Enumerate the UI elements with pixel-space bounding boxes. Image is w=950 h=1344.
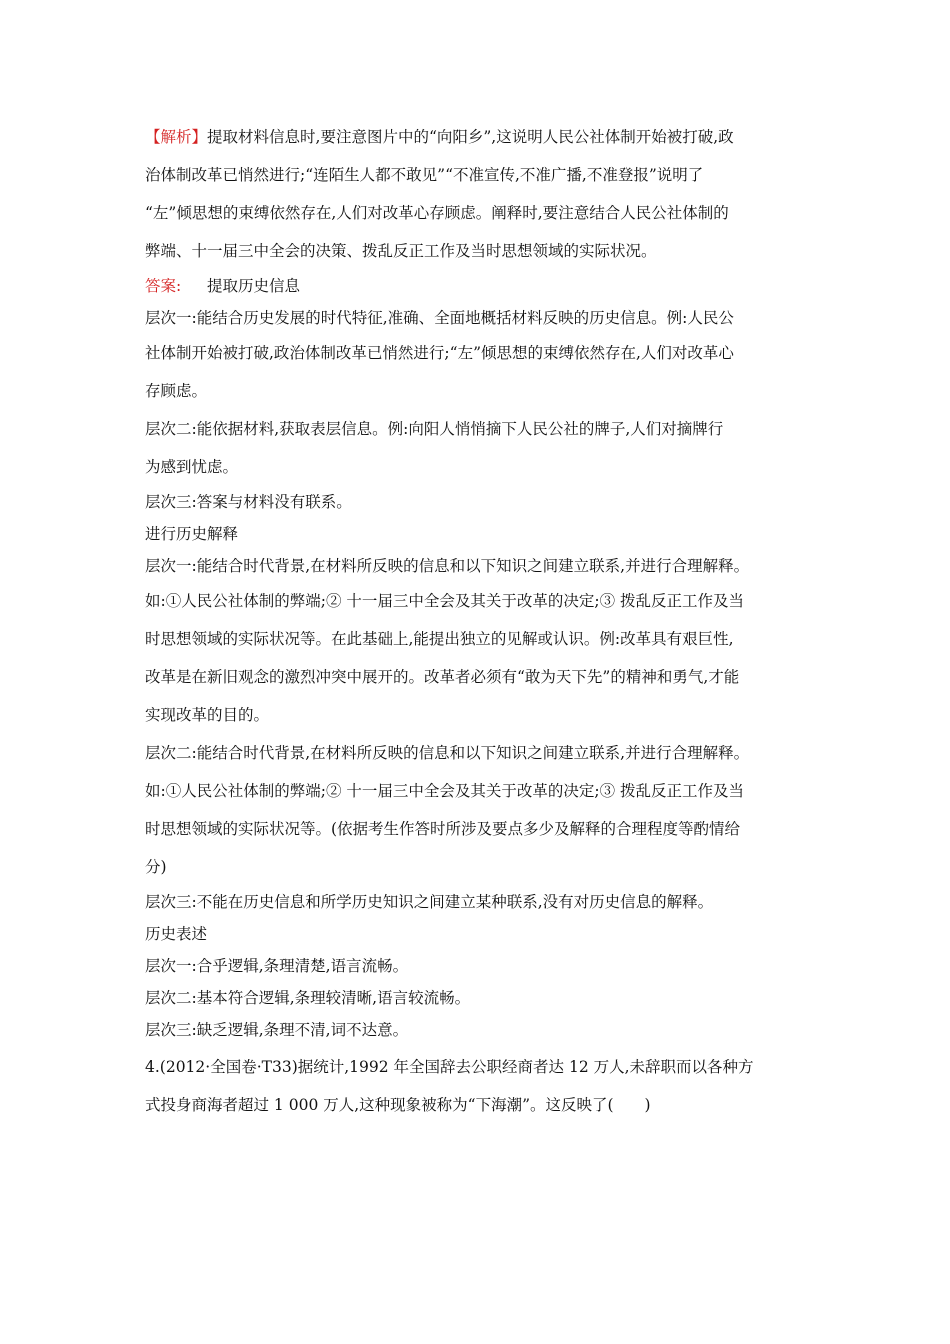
section-title-explain: 进行历史解释	[145, 525, 239, 543]
section2-line-7: 如:①人民公社体制的弊端;② 十一届三中全会及其关于改革的决定;③ 拨乱反正工作及当	[145, 782, 745, 800]
section2-line-1: 层次一:能结合时代背景,在材料所反映的信息和以下知识之间建立联系,并进行合理解释。	[145, 557, 750, 575]
section1-line-3: 存顾虑。	[145, 382, 208, 400]
section-title-extract: 提取历史信息	[207, 277, 301, 295]
section2-line-5: 实现改革的目的。	[145, 706, 270, 724]
section2-line-2: 如:①人民公社体制的弊端;② 十一届三中全会及其关于改革的决定;③ 拨乱反正工作及当	[145, 592, 745, 610]
analysis-line-2: 治体制改革已悄然进行;“连陌生人都不敢见”“不准宣传,不准广播,不准登报”说明了	[145, 166, 704, 184]
analysis-line-4: 弊端、十一届三中全会的决策、拨乱反正工作及当时思想领域的实际状况。	[145, 242, 657, 260]
question4-line-1: 4.(2012·全国卷·T33)据统计,1992 年全国辞去公职经商者达 12 万人,未辞职而以各种方	[145, 1058, 754, 1076]
question4-line-2: 式投身商海者超过 1 000 万人,这种现象被称为“下海潮”。这反映了( )	[145, 1096, 651, 1114]
section2-line-9: 分)	[145, 858, 167, 876]
section3-line-3: 层次三:缺乏逻辑,条理不清,词不达意。	[145, 1021, 409, 1039]
section3-line-1: 层次一:合乎逻辑,条理清楚,语言流畅。	[145, 957, 409, 975]
analysis-label: 【解析】	[145, 128, 208, 146]
section1-line-4: 层次二:能依据材料,获取表层信息。例:向阳人悄悄摘下人民公社的牌子,人们对摘牌行	[145, 420, 724, 438]
section2-line-8: 时思想领域的实际状况等。(依据考生作答时所涉及要点多少及解释的合理程度等酌情给	[145, 820, 741, 838]
section-title-express: 历史表述	[145, 925, 208, 943]
analysis-line-1: 【解析】提取材料信息时,要注意图片中的“向阳乡”,这说明人民公社体制开始被打破,政	[145, 128, 734, 146]
analysis-line-3: “左”倾思想的束缚依然存在,人们对改革心存顾虑。阐释时,要注意结合人民公社体制的	[145, 204, 729, 222]
section1-line-6: 层次三:答案与材料没有联系。	[145, 493, 352, 511]
section2-line-3: 时思想领域的实际状况等。在此基础上,能提出独立的见解或认识。例:改革具有艰巨性,	[145, 630, 734, 648]
section1-line-1: 层次一:能结合历史发展的时代特征,准确、全面地概括材料反映的历史信息。例:人民公	[145, 309, 734, 327]
answer-label: 答案:	[145, 277, 182, 295]
section3-line-2: 层次二:基本符合逻辑,条理较清晰,语言较流畅。	[145, 989, 471, 1007]
section2-line-6: 层次二:能结合时代背景,在材料所反映的信息和以下知识之间建立联系,并进行合理解释。	[145, 744, 750, 762]
section1-line-5: 为感到忧虑。	[145, 458, 239, 476]
section2-line-10: 层次三:不能在历史信息和所学历史知识之间建立某种联系,没有对历史信息的解释。	[145, 893, 714, 911]
document-content	[145, 118, 825, 1124]
section1-line-2: 社体制开始被打破,政治体制改革已悄然进行;“左”倾思想的束缚依然存在,人们对改革心	[145, 344, 734, 362]
section2-line-4: 改革是在新旧观念的激烈冲突中展开的。改革者必须有“敢为天下先”的精神和勇气,才能	[145, 668, 740, 686]
